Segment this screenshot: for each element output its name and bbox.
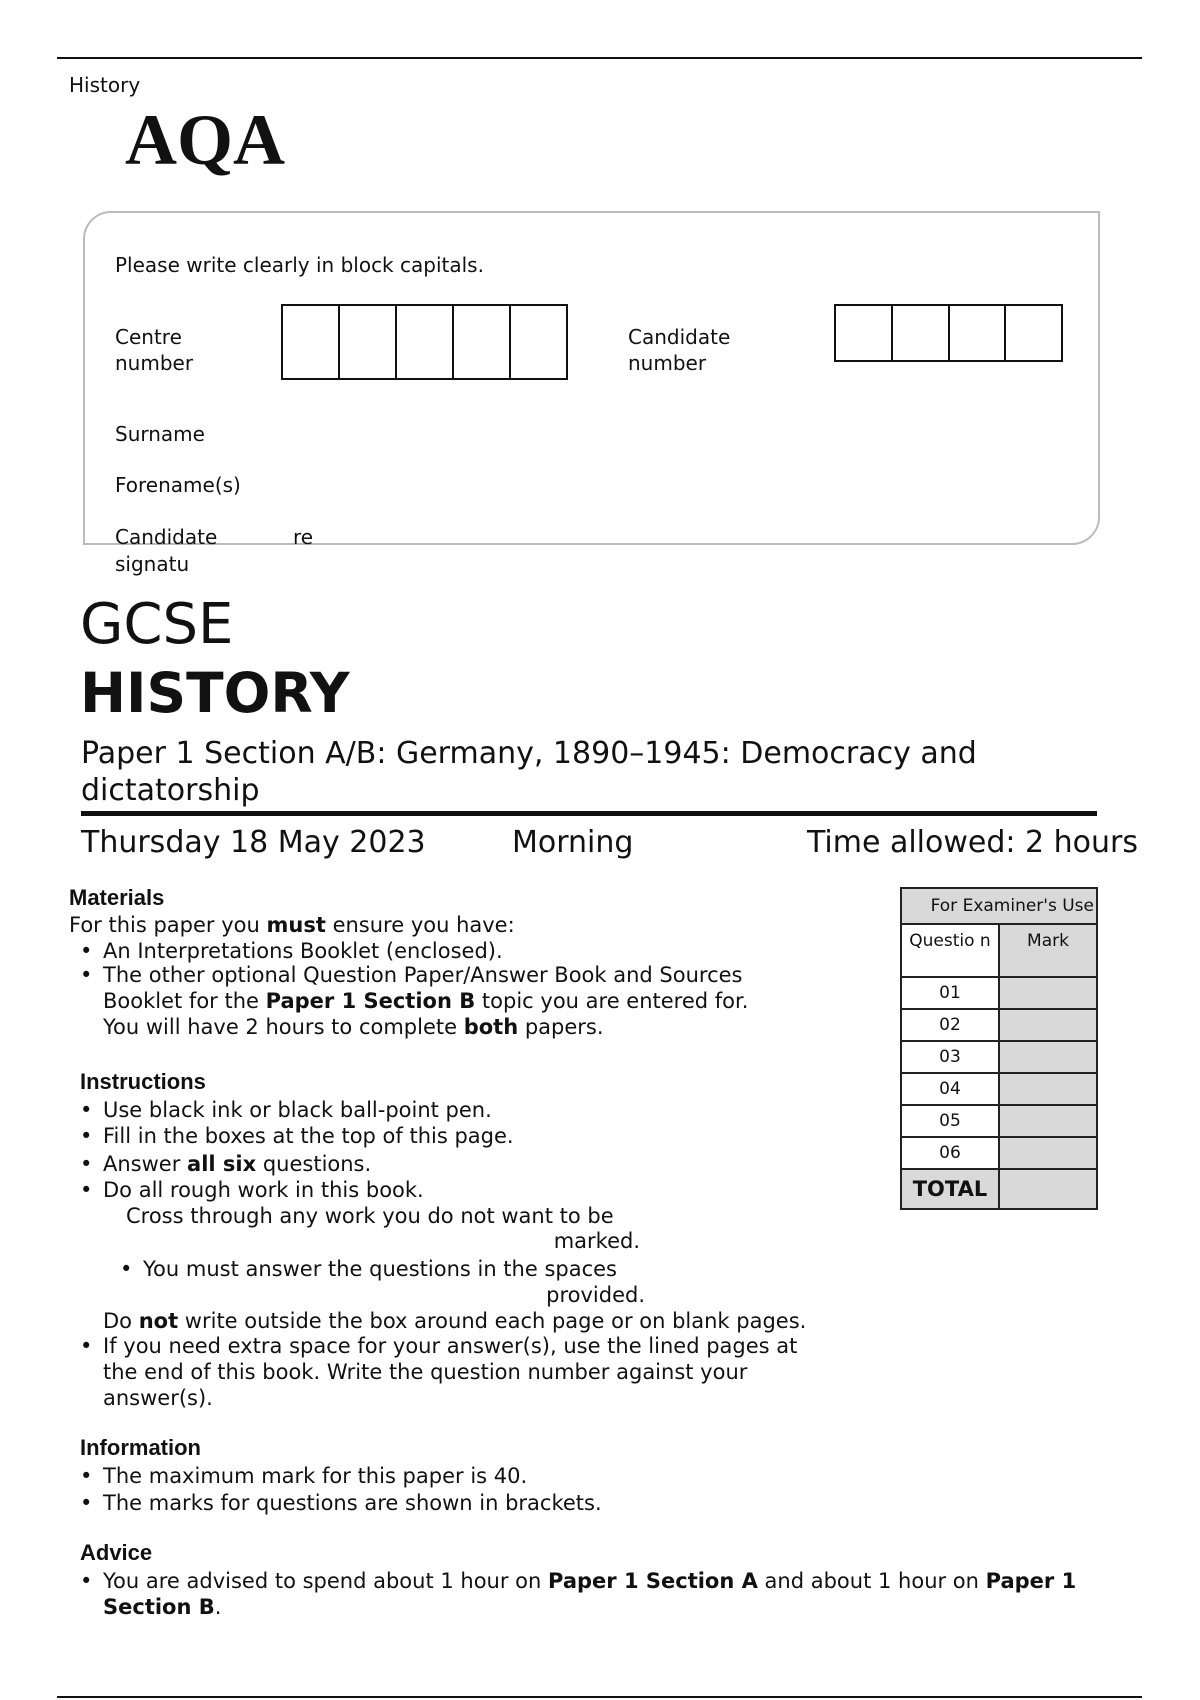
bullet: • (120, 1257, 133, 1281)
mark-cell (999, 1105, 1097, 1137)
bullet: • (80, 1152, 93, 1176)
bullet: • (80, 939, 93, 963)
instruction-4-line2: Cross through any work you do not want to be (126, 1204, 614, 1228)
header-subject: History (69, 73, 141, 97)
instruction-5-line2: provided. (546, 1283, 645, 1307)
question-number: 05 (901, 1105, 999, 1137)
materials-heading: Materials (69, 885, 165, 910)
top-rule (57, 57, 1142, 59)
bullet: • (80, 1098, 93, 1122)
examiner-table-title: For Examiner's Use (901, 888, 1097, 924)
question-number: 04 (901, 1073, 999, 1105)
materials-item-2-line2: Booklet for the Paper 1 Section B topic you are entered for. (103, 989, 749, 1013)
mark-cell (999, 1009, 1097, 1041)
advice-1-line2: Section B. (103, 1595, 222, 1619)
instruction-7-line3: answer(s). (103, 1386, 213, 1410)
bullet: • (80, 1464, 93, 1488)
materials-item-2-line3: You will have 2 hours to complete both papers. (103, 1015, 604, 1039)
materials-item-1: An Interpretations Booklet (enclosed). (103, 939, 503, 963)
bullet: • (80, 1178, 93, 1202)
time-allowed: Time allowed: 2 hours (807, 825, 1139, 860)
materials-intro: For this paper you must ensure you have: (69, 913, 515, 937)
candidate-label-line1: Candidate (628, 325, 731, 349)
examiners-use-table (900, 887, 1098, 1210)
forenames-label: Forename(s) (115, 473, 241, 497)
bullet: • (80, 1334, 93, 1358)
bullet: • (80, 1124, 93, 1148)
question-number: 01 (901, 977, 999, 1009)
total-label: TOTAL (901, 1169, 999, 1209)
candidate-label-line2: number (628, 351, 707, 375)
instructions-heading: Instructions (80, 1069, 206, 1094)
advice-1: You are advised to spend about 1 hour on Paper 1 Section A and about 1 hour on Paper 1 (103, 1569, 1077, 1593)
materials-item-2: The other optional Question Paper/Answer Book and Sources (103, 963, 743, 987)
mark-cell (999, 977, 1097, 1009)
centre-label-line2: number (115, 351, 194, 375)
instruction-7-line2: the end of this book. Write the question number against your (103, 1360, 748, 1384)
question-number: 06 (901, 1137, 999, 1169)
question-column-header: Questio n (901, 924, 999, 977)
aqa-logo: AQA (125, 100, 285, 180)
candidate-number-input[interactable] (834, 304, 1063, 362)
exam-session: Morning (512, 825, 634, 860)
paper-title-line2: dictatorship (81, 773, 260, 808)
bullet: • (80, 1569, 93, 1593)
surname-label: Surname (115, 422, 205, 446)
paper-title-line1: Paper 1 Section A/B: Germany, 1890–1945: Democracy and (81, 736, 977, 771)
qualification-title: GCSE (80, 592, 234, 657)
instruction-4: Do all rough work in this book. (103, 1178, 424, 1202)
signature-label-2: re (293, 525, 314, 549)
mark-column-header: Mark (999, 924, 1097, 977)
mark-cell (999, 1041, 1097, 1073)
mark-cell (999, 1137, 1097, 1169)
candidate-number-label (628, 324, 730, 376)
information-2: The marks for questions are shown in brackets. (103, 1491, 602, 1515)
centre-number-label (115, 324, 193, 376)
question-number: 02 (901, 1009, 999, 1041)
advice-heading: Advice (80, 1540, 153, 1565)
question-number: 03 (901, 1041, 999, 1073)
title-rule (81, 811, 1097, 816)
information-1: The maximum mark for this paper is 40. (103, 1464, 528, 1488)
block-capitals-instruction: Please write clearly in block capitals. (115, 253, 484, 277)
signature-label-1: Candidate (115, 525, 218, 549)
instruction-6: Do not write outside the box around each page or on blank pages. (103, 1309, 807, 1333)
instruction-4-line3: marked. (553, 1229, 640, 1253)
instruction-1: Use black ink or black ball-point pen. (103, 1098, 492, 1122)
total-mark-cell (999, 1169, 1097, 1209)
information-heading: Information (80, 1435, 201, 1460)
subject-title: HISTORY (80, 661, 350, 725)
instruction-5: You must answer the questions in the spaces (143, 1257, 617, 1281)
bottom-rule (57, 1696, 1142, 1698)
instruction-2: Fill in the boxes at the top of this page. (103, 1124, 514, 1148)
instruction-3: Answer all six questions. (103, 1152, 372, 1176)
centre-number-input[interactable] (281, 304, 568, 380)
centre-label-line1: Centre (115, 325, 182, 349)
bullet: • (80, 1491, 93, 1515)
bullet: • (80, 963, 93, 987)
exam-date: Thursday 18 May 2023 (81, 825, 426, 860)
instruction-7: If you need extra space for your answer(s), use the lined pages at (103, 1334, 798, 1358)
signature-label-3: signatu (115, 552, 190, 576)
mark-cell (999, 1073, 1097, 1105)
